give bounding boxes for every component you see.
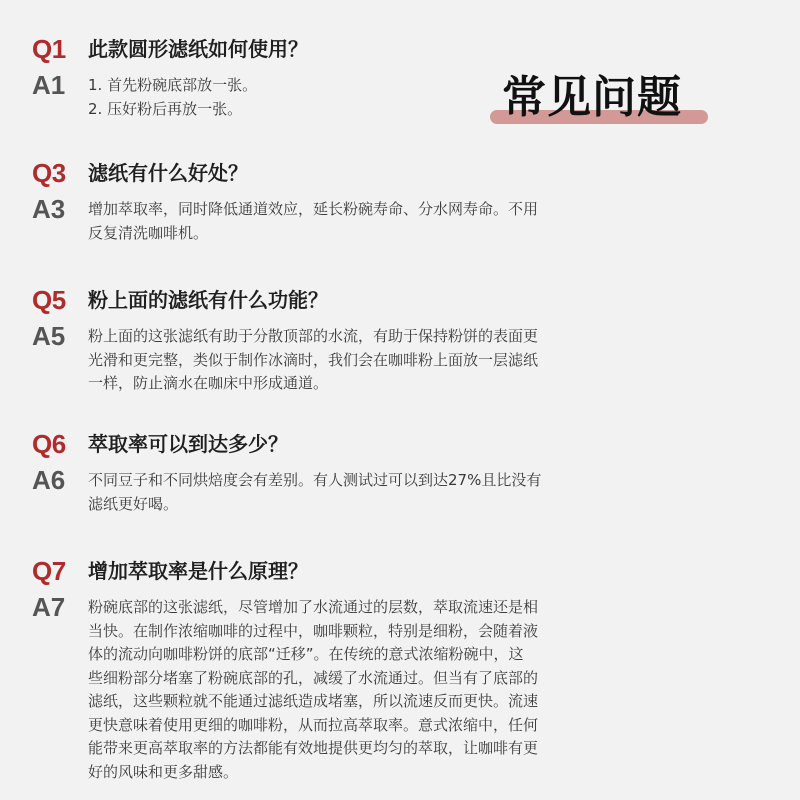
question-tag: Q5: [32, 285, 66, 315]
question-tag: Q7: [32, 556, 66, 586]
question-text: 增加萃取率是什么原理？: [88, 559, 308, 583]
answer-text: 1. 首先粉碗底部放一张。 2. 压好粉后再放一张。: [88, 76, 258, 118]
answer-text: 粉上面的这张滤纸有助于分散顶部的水流，有助于保持粉饼的表面更 光滑和更完整，类似于制作冰滴时，我们会在咖啡粉上面放一层滤纸 一样，防止滴水在咖床中形成通道。: [88, 327, 539, 392]
question-text: 粉上面的滤纸有什么功能？: [88, 288, 328, 312]
answer-tag: A1: [32, 70, 66, 100]
answer-row: [32, 194, 772, 245]
answer-row: [32, 70, 772, 121]
answer-text: 不同豆子和不同烘焙度会有差别。有人测试过可以到达27%且比没有 滤纸更好喝。: [88, 471, 542, 513]
answer-text: 增加萃取率，同时降低通道效应，延长粉碗寿命、分水网寿命。不用 反复清洗咖啡机。: [88, 200, 539, 242]
answer-tag: A6: [32, 465, 66, 495]
answer-text: 粉碗底部的这张滤纸，尽管增加了水流通过的层数，萃取流速还是相 当快。在制作浓缩咖啡的过程中，咖啡颗粒，特别是细粉，会随着液 体的流动向咖啡粉饼的底部“迁移”。在传统的意式浓缩粉碗中，这 些细粉部分堵塞了粉碗底部的孔，减缓了水流通过。但当有了底部的 滤纸，这些颗粒就不能通过滤纸造成堵塞，所以流速反而更快。流速 更快意味着使用更细的咖啡粉，从而拉高萃取率。意式浓缩中，任何 能带来更高萃取率的方法都能有效地提供更均匀的萃取，让咖啡有更 好的风味和更多甜感。: [88, 598, 539, 781]
answer-row: [32, 465, 772, 516]
faq-item-5: [32, 554, 772, 784]
question-text: 此款圆形滤纸如何使用？: [88, 37, 308, 61]
question-tag: Q1: [32, 34, 66, 64]
question-row: [32, 283, 772, 317]
question-row: [32, 32, 772, 66]
faq-item-4: [32, 427, 772, 516]
question-text: 萃取率可以到达多少？: [88, 432, 288, 456]
question-row: [32, 554, 772, 588]
question-tag: Q6: [32, 429, 66, 459]
answer-tag: A3: [32, 194, 66, 224]
answer-tag: A7: [32, 592, 66, 622]
faq-item-1: [32, 32, 772, 121]
faq-item-2: [32, 156, 772, 245]
question-row: [32, 156, 772, 190]
faq-item-3: [32, 283, 772, 396]
question-tag: Q3: [32, 158, 66, 188]
answer-tag: A5: [32, 321, 66, 351]
answer-row: [32, 321, 772, 396]
question-row: [32, 427, 772, 461]
question-text: 滤纸有什么好处？: [88, 161, 248, 185]
page-title: 常见问题: [502, 72, 682, 123]
answer-row: [32, 592, 772, 784]
